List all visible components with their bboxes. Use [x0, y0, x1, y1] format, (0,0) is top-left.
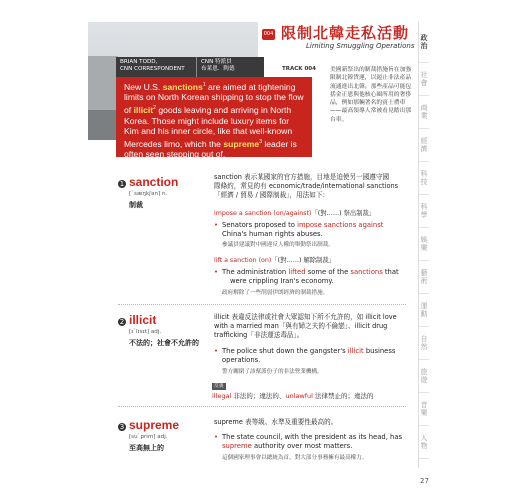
- tab-entertainment[interactable]: 娛樂: [419, 228, 429, 261]
- lesson-number-badge: 004: [262, 29, 275, 40]
- vocab-word-sanction: sanction: [129, 175, 179, 189]
- tab-music[interactable]: 音樂: [419, 393, 429, 426]
- page-number: 27: [420, 477, 429, 485]
- example-sentence-1b: • The administration lifted some of the sanctions that were crippling Iran's economy.: [214, 268, 399, 285]
- page-title-en: Limiting Smuggling Operations: [306, 42, 415, 50]
- reporter-role-zh: CNN 特派員: [201, 59, 232, 65]
- example-sentence-3: • The state council, with the president as its head, has supreme authority over most matters.: [214, 433, 403, 450]
- entry-divider: [118, 304, 406, 305]
- meaning-supreme: 至高無上的: [129, 444, 164, 452]
- definition-illicit: illicit 表違反法律或社會大眾認知下所不允許的，如 illicit love with a married man「與有婦之夫的不倫戀」、illicit drug trafficking「非法運送毒品」。: [214, 313, 397, 339]
- track-label: TRACK 004: [282, 66, 316, 72]
- entry-number-3: 3: [119, 423, 125, 431]
- intro-passage: New U.S. sanctions$^1$ are aimed at tightening limits on North Korean shipping to stop the flow of illicit$^2$ goods leaving and arriving in North Korea. Those might include luxury items for Kim and his inner circle, like that well-known Mercedes limo, which the supreme$^3$ leader is often seen stepping out of.: [116, 77, 312, 157]
- translation-3: 這個國家理事會以總統為首，對大部分事務擁有最高權力。: [222, 455, 368, 461]
- tab-nature[interactable]: 自然: [419, 327, 429, 360]
- phonetic-sanction: [ˋsæŋkʃən] n.: [129, 191, 168, 197]
- antonym-tag: 反義: [214, 384, 224, 389]
- vocab-word-illicit: illicit: [129, 313, 157, 327]
- antonym-box: [212, 383, 408, 400]
- tab-society[interactable]: 社會: [419, 63, 429, 96]
- meaning-sanction: 制裁: [129, 201, 143, 209]
- keyword-supreme: supreme: [223, 138, 260, 149]
- page-title-zh: 限制北韓走私活動: [281, 24, 410, 42]
- summary-zh: 美國新祭出的制裁措施旨在加強限制北韓貨運，以遏止非法產品流通進出北韓。那些產品可能包括金正恩與他核心圈所用的奢侈品，例如那輛著名的賓士禮車——最高領導人常被看見踏出那台車。: [330, 67, 412, 123]
- usage-lift-sanction: lift a sanction (on)「(對……) 解除制裁」: [214, 257, 335, 264]
- keyword-sanctions: sanctions: [162, 81, 203, 92]
- tab-business[interactable]: 商業: [419, 96, 429, 129]
- definition-sanction: sanction 表示某國家的官方措施，目地是迫使另一國遵守國 際條約，常見的有 economic/trade/international sanctions 「經濟 / 貿易 / 國際制裁」，用法如下：: [214, 173, 399, 199]
- tab-people[interactable]: 人物: [419, 426, 429, 459]
- reporter-name-zh: 布萊恩．陶德: [201, 66, 235, 72]
- tab-travel[interactable]: 旅遊: [419, 360, 429, 393]
- definition-supreme: supreme 表等級、水準及重要性最高的。: [214, 418, 338, 426]
- category-tabs: [418, 22, 437, 468]
- example-sentence-1a: • Senators proposed to impose sanctions against China's human rights abuses.: [214, 221, 384, 238]
- phonetic-supreme: [suˋprim] adj.: [129, 434, 168, 440]
- example-sentence-2: • The police shut down the gangster's illicit business operations.: [214, 347, 396, 364]
- vocab-word-supreme: supreme: [129, 418, 180, 432]
- antonym-text: illegal 非法的；違法的、unlawful 法律禁止的；違法的: [212, 392, 374, 400]
- translation-1a: 參議員建議對中國違反人權的舉動祭出制裁。: [222, 242, 334, 248]
- entry-divider: [118, 406, 406, 407]
- tab-art[interactable]: 藝術: [419, 261, 429, 294]
- translation-2: 警方關閉了該幫派份子的非法營業機構。: [222, 369, 323, 375]
- translation-1b: 政府解除了一些削弱伊朗經濟的制裁措施。: [222, 290, 329, 296]
- reporter-role-en: CNN CORRESPONDENT: [120, 66, 185, 72]
- tab-economy[interactable]: 經濟: [419, 129, 429, 162]
- usage-impose-sanction: impose a sanction (on/against)「(對……) 祭出制裁」: [214, 210, 376, 217]
- keyword-illicit: illicit: [133, 104, 154, 115]
- tab-technology[interactable]: 科技: [419, 162, 429, 195]
- entry-number-2: 2: [119, 318, 125, 326]
- reporter-name-en: BRIAN TODD,: [120, 59, 158, 65]
- entry-number-1: 1: [119, 180, 125, 188]
- reporter-caption: [116, 57, 264, 77]
- tab-politics[interactable]: 政治: [419, 22, 429, 63]
- tab-science[interactable]: 科學: [419, 195, 429, 228]
- phonetic-illicit: [ɪˋlɪsɪt] adj.: [129, 329, 162, 335]
- tab-sports[interactable]: 運動: [419, 294, 429, 327]
- meaning-illicit: 不法的；社會不允許的: [129, 339, 199, 347]
